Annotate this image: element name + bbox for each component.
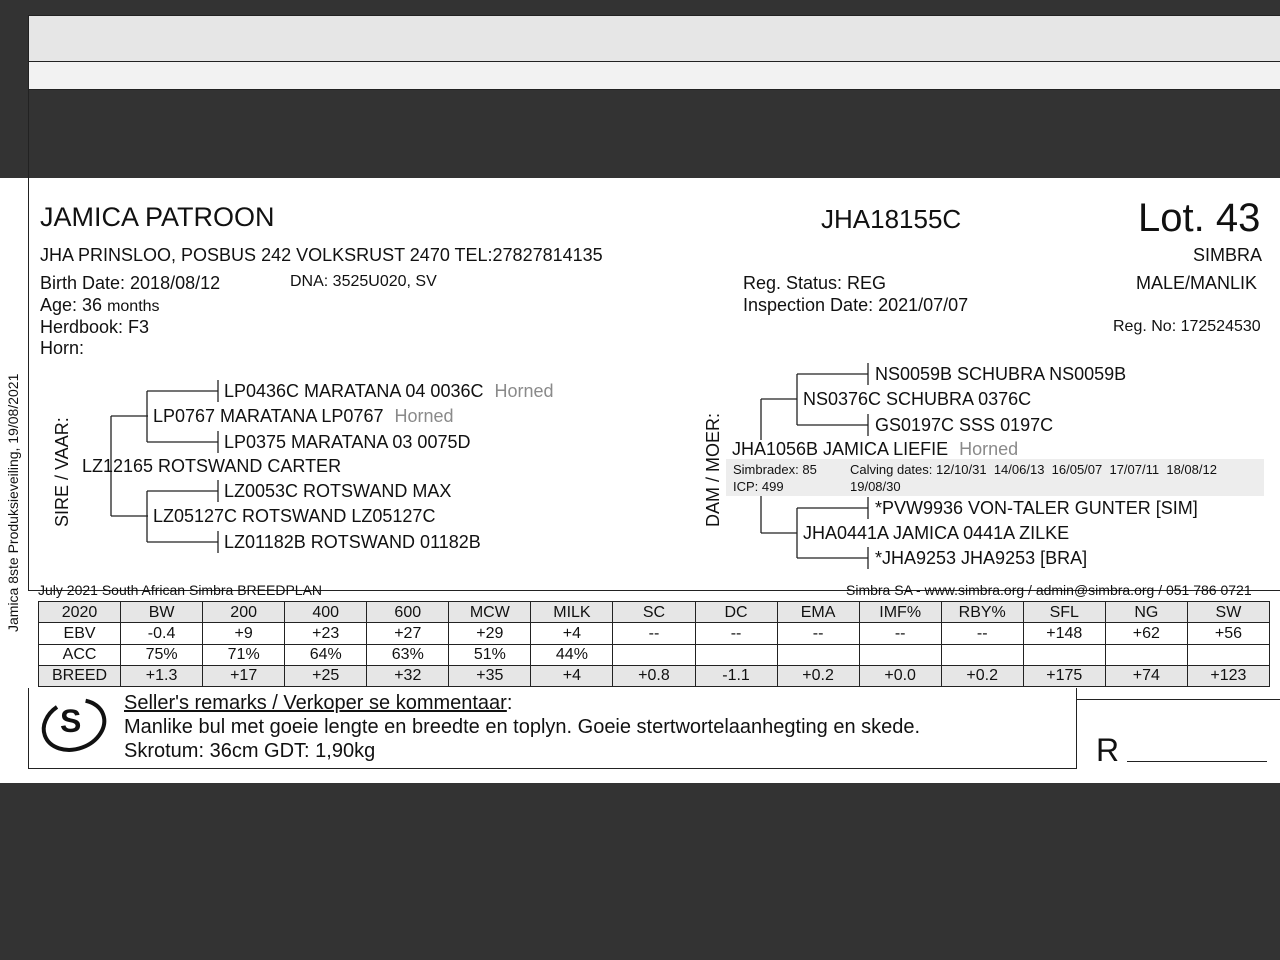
breed-cell: +32 <box>367 665 449 686</box>
animal-name: JAMICA PATROON <box>40 202 275 232</box>
remarks-line-2: Skrotum: 36cm GDT: 1,90kg <box>124 740 376 762</box>
ebv-cell: -- <box>695 623 777 644</box>
dna-info: DNA: 3525U020, SV <box>290 273 437 290</box>
acc-cell <box>859 644 941 665</box>
sire-dam: LZ05127C ROTSWAND LZ05127C <box>153 506 436 526</box>
breed-cell: +35 <box>449 665 531 686</box>
breed-cell: +4 <box>531 665 613 686</box>
ebv-cell: -- <box>859 623 941 644</box>
price-prefix: R <box>1096 732 1120 768</box>
sire-side-label: SIRE / VAAR: <box>52 417 72 527</box>
sire-dam-dam: LZ01182B ROTSWAND 01182B <box>224 532 481 552</box>
ebv-cell: +29 <box>449 623 531 644</box>
header-cell: 2020 <box>39 602 121 623</box>
remarks-title <box>124 692 512 715</box>
ebv-cell: +62 <box>1105 623 1187 644</box>
icp: ICP: 499 <box>733 479 784 494</box>
breed-cell: +25 <box>285 665 367 686</box>
inspection-date: Inspection Date: 2021/07/07 <box>743 295 969 315</box>
header-cell: DC <box>695 602 777 623</box>
ebv-cell: EBV <box>39 623 121 644</box>
sire-sire-dam: LP0375 MARATANA 03 0075D <box>224 432 471 452</box>
registration-id: JHA18155C <box>821 204 962 234</box>
breed-cell: BREED <box>39 665 121 686</box>
sire-sire <box>153 406 454 427</box>
dam-sire-dam: GS0197C SSS 0197C <box>875 415 1054 435</box>
acc-cell <box>1023 644 1105 665</box>
remarks-title-colon: : <box>506 692 513 714</box>
owner-details: JHA PRINSLOO, POSBUS 242 VOLKSRUST 2470 TEL:27827814135 <box>40 245 603 265</box>
header-cell: EMA <box>777 602 859 623</box>
age-unit: months <box>107 298 160 315</box>
acc-cell: 51% <box>449 644 531 665</box>
breed-cell: +17 <box>203 665 285 686</box>
header-cell: IMF% <box>859 602 941 623</box>
dam-sire-sire: NS0059B SCHUBRA NS0059B <box>875 364 1127 384</box>
registration-number: Reg. No: 172524530 <box>1113 318 1261 335</box>
table-row-breed <box>39 665 1270 686</box>
acc-cell: 44% <box>531 644 613 665</box>
calving-dates-cont: 19/08/30 <box>850 479 901 494</box>
dam-dam-dam: *JHA9253 JHA9253 [BRA] <box>875 548 1088 568</box>
sire: LZ12165 ROTSWAND CARTER <box>82 456 342 476</box>
breed-cell: +0.2 <box>941 665 1023 686</box>
ebv-cell: +4 <box>531 623 613 644</box>
header-cell: BW <box>121 602 203 623</box>
acc-cell: 63% <box>367 644 449 665</box>
remarks-title-text: Seller's remarks / Verkoper se kommentaar <box>124 692 507 714</box>
header-cell: 200 <box>203 602 285 623</box>
acc-cell <box>941 644 1023 665</box>
header-cell: SW <box>1187 602 1269 623</box>
ebv-table <box>38 601 1270 687</box>
table-row-ebv <box>39 623 1270 644</box>
remarks-line-1: Manlike bul met goeie lengte en breedte en toplyn. Goeie stertwortelaanhegting en skede. <box>124 716 921 738</box>
calving-dates: Calving dates: 12/10/31 14/06/13 16/05/07 17/07/11 18/08/12 <box>850 462 1217 477</box>
header-cell: MCW <box>449 602 531 623</box>
acc-cell <box>695 644 777 665</box>
ebv-cell: -- <box>777 623 859 644</box>
acc-cell: 75% <box>121 644 203 665</box>
breed-cell: +175 <box>1023 665 1105 686</box>
registration-status: Reg. Status: REG <box>743 273 887 293</box>
breed-cell: +1.3 <box>121 665 203 686</box>
pedigree-name: LP0767 MARATANA LP0767 <box>153 406 384 426</box>
acc-cell <box>613 644 695 665</box>
table-header-row <box>39 602 1270 623</box>
horned-note: Horned <box>394 406 454 426</box>
ebv-cell: -- <box>941 623 1023 644</box>
sire-dam-sire: LZ0053C ROTSWAND MAX <box>224 481 452 501</box>
header-cell: MILK <box>531 602 613 623</box>
ebv-cell: -- <box>613 623 695 644</box>
dam-side-label: DAM / MOER: <box>703 412 723 527</box>
breed-cell: -1.1 <box>695 665 777 686</box>
herdbook: Herdbook: F3 <box>40 317 150 337</box>
header-cell: 600 <box>367 602 449 623</box>
breedplan-caption: July 2021 South African Simbra BREEDPLAN <box>38 582 323 598</box>
breed-name: SIMBRA <box>1193 245 1263 265</box>
ebv-cell: +9 <box>203 623 285 644</box>
header-cell: RBY% <box>941 602 1023 623</box>
breed-cell: +74 <box>1105 665 1187 686</box>
sale-edge-caption: Jamica 8ste Produksieveiling, 19/08/2021 <box>5 373 21 632</box>
dam-dam: JHA0441A JAMICA 0441A ZILKE <box>803 523 1070 543</box>
acc-cell <box>777 644 859 665</box>
acc-cell <box>1187 644 1269 665</box>
dam-sire: NS0376C SCHUBRA 0376C <box>803 389 1032 409</box>
ebv-cell: +27 <box>367 623 449 644</box>
age-value: Age: 36 <box>40 295 103 315</box>
dam <box>732 439 1018 460</box>
acc-cell: ACC <box>39 644 121 665</box>
horned-note: Horned <box>494 381 554 401</box>
breed-cell: +0.0 <box>859 665 941 686</box>
ebv-cell: +56 <box>1187 623 1269 644</box>
header-cell: NG <box>1105 602 1187 623</box>
simbradex: Simbradex: 85 <box>733 462 817 477</box>
acc-cell <box>1105 644 1187 665</box>
price-blank-line[interactable] <box>1127 761 1267 762</box>
header-cell: SC <box>613 602 695 623</box>
horn-status: Horn: <box>40 338 85 358</box>
acc-cell: 71% <box>203 644 285 665</box>
dam-dam-sire: *PVW9936 VON-TALER GUNTER [SIM] <box>875 498 1198 518</box>
birth-date: Birth Date: 2018/08/12 <box>40 273 221 293</box>
header-cell: 400 <box>285 602 367 623</box>
acc-cell: 64% <box>285 644 367 665</box>
breed-cell: +123 <box>1187 665 1269 686</box>
ebv-cell: +23 <box>285 623 367 644</box>
ebv-cell: -0.4 <box>121 623 203 644</box>
sex: MALE/MANLIK <box>1136 273 1258 293</box>
breed-cell: +0.8 <box>613 665 695 686</box>
table-row-acc <box>39 644 1270 665</box>
simbra-logo-letter: S <box>60 703 82 739</box>
simbra-contact: Simbra SA - www.simbra.org / admin@simbra.org / 051 786 0721 <box>846 582 1252 598</box>
ebv-cell: +148 <box>1023 623 1105 644</box>
horned-note: Horned <box>959 439 1019 459</box>
header-cell: SFL <box>1023 602 1105 623</box>
lot-number: Lot. 43 <box>1138 196 1261 240</box>
pedigree-name: LP0436C MARATANA 04 0036C <box>224 381 484 401</box>
pedigree-name: JHA1056B JAMICA LIEFIE <box>732 439 949 459</box>
sire-sire-sire <box>224 381 554 402</box>
breed-cell: +0.2 <box>777 665 859 686</box>
